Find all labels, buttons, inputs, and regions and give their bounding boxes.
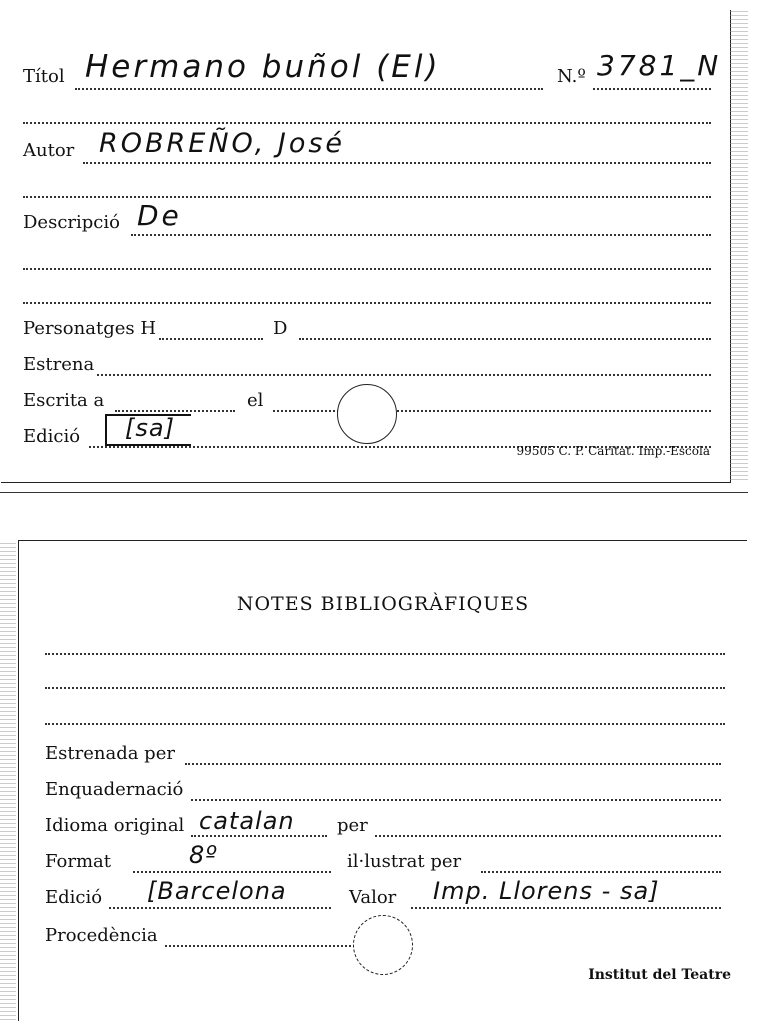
edicio-label: Edició [23,426,81,447]
descripcio-label: Descripció [23,212,120,233]
personatges-d-line [299,338,711,340]
autor-label: Autor [23,140,75,161]
valor-value: Imp. Llorens - sa] [433,877,660,905]
estrenada-line [185,763,721,765]
personatges-h-line [159,338,263,340]
il-lustrat-label: il·lustrat per [347,851,462,872]
punch-hole [353,915,413,975]
blank-line [45,723,725,725]
printer-imprint: 99505 C. P. Caritat. Imp.-Escola [516,444,710,458]
valor-line [411,907,721,909]
escrita-el-label: el [247,390,264,411]
estrena-line [97,374,711,376]
titol-value: Hermano buñol (El) [85,49,441,85]
edicio-back-line [109,907,331,909]
blank-line [23,268,711,270]
estrena-label: Estrena [23,354,95,375]
blank-line [23,196,711,198]
titol-label: Títol [23,66,65,87]
punch-hole [337,384,397,444]
personatges-label: Personatges H [23,318,157,339]
catalog-card-front [1,10,731,483]
blank-line [45,687,725,689]
enquadernacio-line [191,799,721,801]
estrenada-label: Estrenada per [45,743,175,764]
idioma-line [191,835,327,837]
scan-edge-noise [730,10,748,480]
blank-line [23,122,711,124]
valor-label: Valor [349,887,397,908]
descripcio-value: De [137,199,182,232]
edicio-value: [sa] [125,414,175,442]
escrita-a-line [115,410,235,412]
edicio-back-value: [Barcelona [147,877,287,905]
scan-edge-noise [0,540,16,1020]
format-value: 8º [189,841,218,869]
blank-line [23,302,711,304]
autor-line [83,162,711,164]
idioma-per-line [375,835,721,837]
notes-heading: NOTES BIBLIOGRÀFIQUES [236,593,530,615]
format-line [133,871,331,873]
idioma-per-label: per [337,815,368,836]
numero-value: 3781_N [597,49,722,82]
catalog-card-back [18,540,747,1021]
idioma-label: Idioma original [45,815,185,836]
procedencia-line [165,945,355,947]
enquadernacio-label: Enquadernació [45,779,184,800]
format-label: Format [45,851,111,872]
il-lustrat-line [481,871,721,873]
numero-line [593,88,711,90]
institut-imprint: Institut del Teatre [588,967,731,983]
escrita-label: Escrita a [23,390,105,411]
procedencia-label: Procedència [45,925,158,946]
descripcio-line [131,234,711,236]
idioma-value: catalan [199,807,295,835]
card-separator [0,492,748,493]
numero-label: N.º [557,66,586,87]
autor-value: ROBREÑO, José [99,128,346,159]
titol-line [75,88,543,90]
blank-line [45,653,725,655]
edicio-back-label: Edició [45,887,103,908]
personatges-d-label: D [273,318,288,339]
